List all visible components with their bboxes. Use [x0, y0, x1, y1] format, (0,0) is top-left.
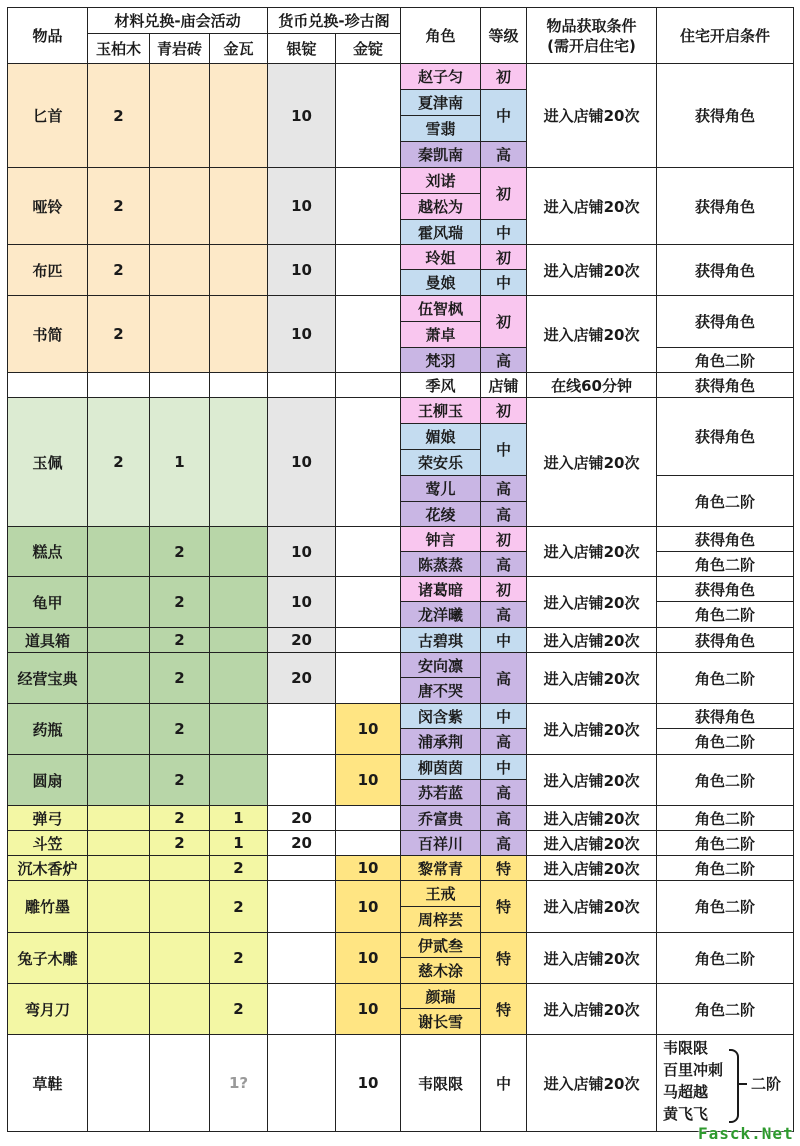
item-cell: 斗笠 — [8, 831, 88, 856]
role-cell: 颜瑞 — [401, 984, 481, 1009]
item-cell: 草鞋 — [8, 1035, 88, 1132]
note-name: 百里冲刺 — [663, 1061, 724, 1079]
yinding-cell — [268, 755, 336, 806]
jinwa-cell — [210, 653, 268, 704]
level-cell: 高 — [481, 552, 527, 577]
jinding-cell: 10 — [336, 755, 401, 806]
jinding-cell — [336, 577, 401, 628]
role-cell: 百祥川 — [401, 831, 481, 856]
qingyanzhuan-cell: 2 — [150, 755, 210, 806]
level-cell: 中 — [481, 220, 527, 245]
item-cell: 圆扇 — [8, 755, 88, 806]
yinding-cell: 10 — [268, 245, 336, 296]
level-cell: 特 — [481, 933, 527, 984]
yinding-cell — [268, 1035, 336, 1132]
role-cell: 曼娘 — [401, 270, 481, 296]
level-cell: 特 — [481, 856, 527, 881]
note-name: 马超越 — [663, 1083, 709, 1101]
yinding-cell — [268, 704, 336, 755]
unlock-note-cell — [657, 1035, 794, 1132]
acquire-cell: 进入店铺20次 — [527, 628, 657, 653]
unlock-cell: 获得角色 — [657, 704, 794, 729]
level-cell: 中 — [481, 628, 527, 653]
role-cell: 季风 — [401, 373, 481, 398]
yinding-cell-empty — [268, 373, 336, 398]
role-cell: 越松为 — [401, 194, 481, 220]
yubaimu-cell — [88, 856, 150, 881]
header-currency-group: 货币兑换-珍古阁 — [268, 8, 401, 34]
role-cell: 苏若蓝 — [401, 780, 481, 806]
item-cell: 匕首 — [8, 64, 88, 168]
role-cell: 荣安乐 — [401, 450, 481, 476]
jinding-cell — [336, 168, 401, 245]
yubaimu-cell: 2 — [88, 64, 150, 168]
jinwa-cell-empty — [210, 373, 268, 398]
level-cell: 高 — [481, 831, 527, 856]
yubaimu-cell — [88, 653, 150, 704]
qingyanzhuan-cell — [150, 984, 210, 1035]
header-jinwa: 金瓦 — [210, 34, 268, 64]
level-cell: 高 — [481, 142, 527, 168]
acquire-cell: 进入店铺20次 — [527, 527, 657, 577]
yinding-cell — [268, 881, 336, 933]
level-cell: 初 — [481, 64, 527, 90]
acquire-cell: 进入店铺20次 — [527, 398, 657, 527]
acquire-cell: 进入店铺20次 — [527, 984, 657, 1035]
jinding-cell: 10 — [336, 704, 401, 755]
level-cell: 初 — [481, 296, 527, 348]
yubaimu-cell — [88, 1035, 150, 1132]
role-cell: 夏津南 — [401, 90, 481, 116]
jinwa-cell: 1? — [210, 1035, 268, 1132]
level-cell: 中 — [481, 1035, 527, 1132]
jinding-cell — [336, 245, 401, 296]
watermark: Fasck.Net — [698, 1124, 794, 1143]
jinwa-cell — [210, 398, 268, 527]
yubaimu-cell — [88, 755, 150, 806]
jinwa-cell: 2 — [210, 856, 268, 881]
qingyanzhuan-cell: 2 — [150, 704, 210, 755]
qingyanzhuan-cell: 2 — [150, 628, 210, 653]
level-cell: 高 — [481, 653, 527, 704]
unlock-note-label: 二阶 — [751, 1075, 782, 1093]
level-cell: 初 — [481, 168, 527, 220]
yubaimu-cell — [88, 933, 150, 984]
role-cell: 赵子匀 — [401, 64, 481, 90]
level-cell: 中 — [481, 90, 527, 142]
role-cell: 王柳玉 — [401, 398, 481, 424]
unlock-cell: 角色二阶 — [657, 729, 794, 755]
item-cell: 兔子木雕 — [8, 933, 88, 984]
header-unlock: 住宅开启条件 — [657, 8, 794, 64]
role-cell: 玲姐 — [401, 245, 481, 270]
yubaimu-cell — [88, 628, 150, 653]
unlock-cell: 角色二阶 — [657, 755, 794, 806]
qingyanzhuan-cell — [150, 1035, 210, 1132]
role-cell: 闵含紫 — [401, 704, 481, 729]
unlock-cell: 角色二阶 — [657, 933, 794, 984]
yinding-cell: 10 — [268, 168, 336, 245]
acquire-cell: 进入店铺20次 — [527, 881, 657, 933]
brace-tip-icon — [739, 1083, 747, 1085]
yinding-cell: 10 — [268, 64, 336, 168]
header-level: 等级 — [481, 8, 527, 64]
level-cell: 中 — [481, 270, 527, 296]
unlock-cell: 获得角色 — [657, 628, 794, 653]
unlock-cell: 角色二阶 — [657, 806, 794, 831]
acquire-cell: 进入店铺20次 — [527, 933, 657, 984]
jinwa-cell — [210, 628, 268, 653]
item-cell: 经营宝典 — [8, 653, 88, 704]
yubaimu-cell — [88, 881, 150, 933]
role-cell: 浦承荆 — [401, 729, 481, 755]
jinding-cell — [336, 398, 401, 527]
jinding-cell: 10 — [336, 1035, 401, 1132]
qingyanzhuan-cell — [150, 64, 210, 168]
note-name: 韦限限 — [663, 1039, 709, 1057]
item-cell: 哑铃 — [8, 168, 88, 245]
yinding-cell — [268, 933, 336, 984]
unlock-note-names — [663, 1037, 723, 1125]
role-cell: 诸葛暗 — [401, 577, 481, 602]
item-cell: 布匹 — [8, 245, 88, 296]
role-cell: 安向凛 — [401, 653, 481, 678]
item-cell: 弹弓 — [8, 806, 88, 831]
qingyanzhuan-cell: 2 — [150, 806, 210, 831]
level-cell: 高 — [481, 476, 527, 502]
yubaimu-cell — [88, 527, 150, 577]
acquire-cell: 进入店铺20次 — [527, 245, 657, 296]
acquire-cell: 进入店铺20次 — [527, 1035, 657, 1132]
yinding-cell: 20 — [268, 806, 336, 831]
jinwa-cell — [210, 527, 268, 577]
item-cell: 糕点 — [8, 527, 88, 577]
item-cell: 弯月刀 — [8, 984, 88, 1035]
item-cell: 雕竹墨 — [8, 881, 88, 933]
unlock-cell: 获得角色 — [657, 398, 794, 476]
unlock-cell: 获得角色 — [657, 296, 794, 348]
jinding-cell: 10 — [336, 881, 401, 933]
unlock-cell: 角色二阶 — [657, 881, 794, 933]
level-cell: 初 — [481, 527, 527, 552]
yubaimu-cell — [88, 577, 150, 628]
qingyanzhuan-cell: 2 — [150, 527, 210, 577]
level-cell: 特 — [481, 984, 527, 1035]
jinding-cell — [336, 653, 401, 704]
acquire-cell: 进入店铺20次 — [527, 64, 657, 168]
role-cell: 陈蒸蒸 — [401, 552, 481, 577]
level-cell: 高 — [481, 502, 527, 527]
jinwa-cell: 2 — [210, 933, 268, 984]
unlock-cell: 角色二阶 — [657, 476, 794, 527]
acquire-cell: 进入店铺20次 — [527, 755, 657, 806]
item-cell: 书简 — [8, 296, 88, 373]
header-jinding: 金锭 — [336, 34, 401, 64]
yinding-cell: 10 — [268, 577, 336, 628]
yubaimu-cell: 2 — [88, 296, 150, 373]
role-cell: 梵羽 — [401, 348, 481, 373]
level-cell: 中 — [481, 755, 527, 780]
header-yubaimu: 玉柏木 — [88, 34, 150, 64]
yinding-cell: 10 — [268, 398, 336, 527]
role-cell: 周梓芸 — [401, 907, 481, 933]
unlock-cell: 获得角色 — [657, 168, 794, 245]
header-material-group: 材料兑换-庙会活动 — [88, 8, 268, 34]
acquire-cell: 进入店铺20次 — [527, 704, 657, 755]
unlock-cell: 角色二阶 — [657, 653, 794, 704]
unlock-cell: 角色二阶 — [657, 552, 794, 577]
acquire-cell: 进入店铺20次 — [527, 296, 657, 373]
role-cell: 古碧琪 — [401, 628, 481, 653]
role-cell: 黎常青 — [401, 856, 481, 881]
unlock-cell: 角色二阶 — [657, 602, 794, 628]
jinwa-cell: 2 — [210, 984, 268, 1035]
qingyanzhuan-cell — [150, 168, 210, 245]
jinwa-cell — [210, 64, 268, 168]
level-cell: 店铺 — [481, 373, 527, 398]
level-cell: 高 — [481, 602, 527, 628]
qingyanzhuan-cell-empty — [150, 373, 210, 398]
jinding-cell: 10 — [336, 984, 401, 1035]
acquire-cell: 进入店铺20次 — [527, 653, 657, 704]
jinwa-cell — [210, 577, 268, 628]
unlock-cell: 获得角色 — [657, 577, 794, 602]
unlock-cell: 获得角色 — [657, 373, 794, 398]
yinding-cell: 20 — [268, 653, 336, 704]
level-cell: 高 — [481, 348, 527, 373]
yubaimu-cell — [88, 984, 150, 1035]
unlock-cell: 获得角色 — [657, 245, 794, 296]
brace-icon — [729, 1049, 739, 1123]
unlock-cell: 角色二阶 — [657, 348, 794, 373]
qingyanzhuan-cell: 2 — [150, 653, 210, 704]
item-cell: 道具箱 — [8, 628, 88, 653]
level-cell: 初 — [481, 577, 527, 602]
unlock-cell: 角色二阶 — [657, 856, 794, 881]
level-cell: 初 — [481, 398, 527, 424]
unlock-cell: 获得角色 — [657, 64, 794, 168]
level-cell: 高 — [481, 806, 527, 831]
jinding-cell-empty — [336, 373, 401, 398]
yubaimu-cell: 2 — [88, 168, 150, 245]
jinwa-cell — [210, 755, 268, 806]
item-cell: 药瓶 — [8, 704, 88, 755]
acquire-cell: 进入店铺20次 — [527, 168, 657, 245]
qingyanzhuan-cell — [150, 296, 210, 373]
item-cell: 龟甲 — [8, 577, 88, 628]
role-cell: 慈木涂 — [401, 958, 481, 984]
item-cell: 沉木香炉 — [8, 856, 88, 881]
yubaimu-cell: 2 — [88, 398, 150, 527]
level-cell: 高 — [481, 780, 527, 806]
yubaimu-cell — [88, 831, 150, 856]
header-role: 角色 — [401, 8, 481, 64]
jinwa-cell — [210, 296, 268, 373]
role-cell: 秦凯南 — [401, 142, 481, 168]
role-cell: 乔富贵 — [401, 806, 481, 831]
yubaimu-cell — [88, 806, 150, 831]
role-cell: 刘诺 — [401, 168, 481, 194]
level-cell: 高 — [481, 729, 527, 755]
unlock-cell: 角色二阶 — [657, 831, 794, 856]
qingyanzhuan-cell: 2 — [150, 831, 210, 856]
jinwa-cell: 2 — [210, 881, 268, 933]
jinding-cell — [336, 64, 401, 168]
role-cell: 伊贰叁 — [401, 933, 481, 958]
level-cell: 中 — [481, 704, 527, 729]
yinding-cell: 20 — [268, 628, 336, 653]
role-cell: 唐不哭 — [401, 678, 481, 704]
qingyanzhuan-cell: 1 — [150, 398, 210, 527]
jinwa-cell — [210, 168, 268, 245]
jinwa-cell — [210, 245, 268, 296]
unlock-note — [657, 1035, 794, 1131]
role-cell: 花绫 — [401, 502, 481, 527]
item-cell: 玉佩 — [8, 398, 88, 527]
acquire-cell: 进入店铺20次 — [527, 831, 657, 856]
role-cell: 雪翡 — [401, 116, 481, 142]
jinwa-cell: 1 — [210, 806, 268, 831]
jinwa-cell — [210, 704, 268, 755]
role-cell: 钟言 — [401, 527, 481, 552]
level-cell: 初 — [481, 245, 527, 270]
role-cell: 谢长雪 — [401, 1009, 481, 1035]
yinding-cell: 10 — [268, 296, 336, 373]
jinwa-cell: 1 — [210, 831, 268, 856]
role-cell: 霍风瑞 — [401, 220, 481, 245]
role-cell: 韦限限 — [401, 1035, 481, 1132]
qingyanzhuan-cell: 2 — [150, 577, 210, 628]
item-exchange-table — [7, 7, 794, 1132]
item-cell-empty — [8, 373, 88, 398]
header-acquire — [527, 8, 657, 64]
acquire-cell: 进入店铺20次 — [527, 856, 657, 881]
qingyanzhuan-cell — [150, 933, 210, 984]
yubaimu-cell — [88, 704, 150, 755]
acquire-cell: 进入店铺20次 — [527, 806, 657, 831]
role-cell: 媚娘 — [401, 424, 481, 450]
role-cell: 王戒 — [401, 881, 481, 907]
qingyanzhuan-cell — [150, 881, 210, 933]
note-name: 黄飞飞 — [663, 1105, 709, 1123]
header-item: 物品 — [8, 8, 88, 64]
yinding-cell — [268, 856, 336, 881]
unlock-cell: 获得角色 — [657, 527, 794, 552]
jinding-cell: 10 — [336, 933, 401, 984]
jinding-cell — [336, 527, 401, 577]
header-qingyanzhuan: 青岩砖 — [150, 34, 210, 64]
level-cell: 中 — [481, 424, 527, 476]
acquire-cell: 进入店铺20次 — [527, 577, 657, 628]
role-cell: 萧卓 — [401, 322, 481, 348]
qingyanzhuan-cell — [150, 856, 210, 881]
yinding-cell: 20 — [268, 831, 336, 856]
acquire-cell: 在线60分钟 — [527, 373, 657, 398]
yubaimu-cell-empty — [88, 373, 150, 398]
qingyanzhuan-cell — [150, 245, 210, 296]
jinding-cell — [336, 831, 401, 856]
jinding-cell — [336, 806, 401, 831]
jinding-cell: 10 — [336, 856, 401, 881]
header-acquire-text: 物品获取条件 (需开启住宅) — [546, 16, 637, 55]
role-cell: 龙洋曦 — [401, 602, 481, 628]
unlock-cell: 角色二阶 — [657, 984, 794, 1035]
role-cell: 伍智枫 — [401, 296, 481, 322]
jinding-cell — [336, 296, 401, 373]
yubaimu-cell: 2 — [88, 245, 150, 296]
level-cell: 特 — [481, 881, 527, 933]
yinding-cell: 10 — [268, 527, 336, 577]
header-yinding: 银锭 — [268, 34, 336, 64]
jinding-cell — [336, 628, 401, 653]
role-cell: 莺儿 — [401, 476, 481, 502]
yinding-cell — [268, 984, 336, 1035]
role-cell: 柳茵茵 — [401, 755, 481, 780]
